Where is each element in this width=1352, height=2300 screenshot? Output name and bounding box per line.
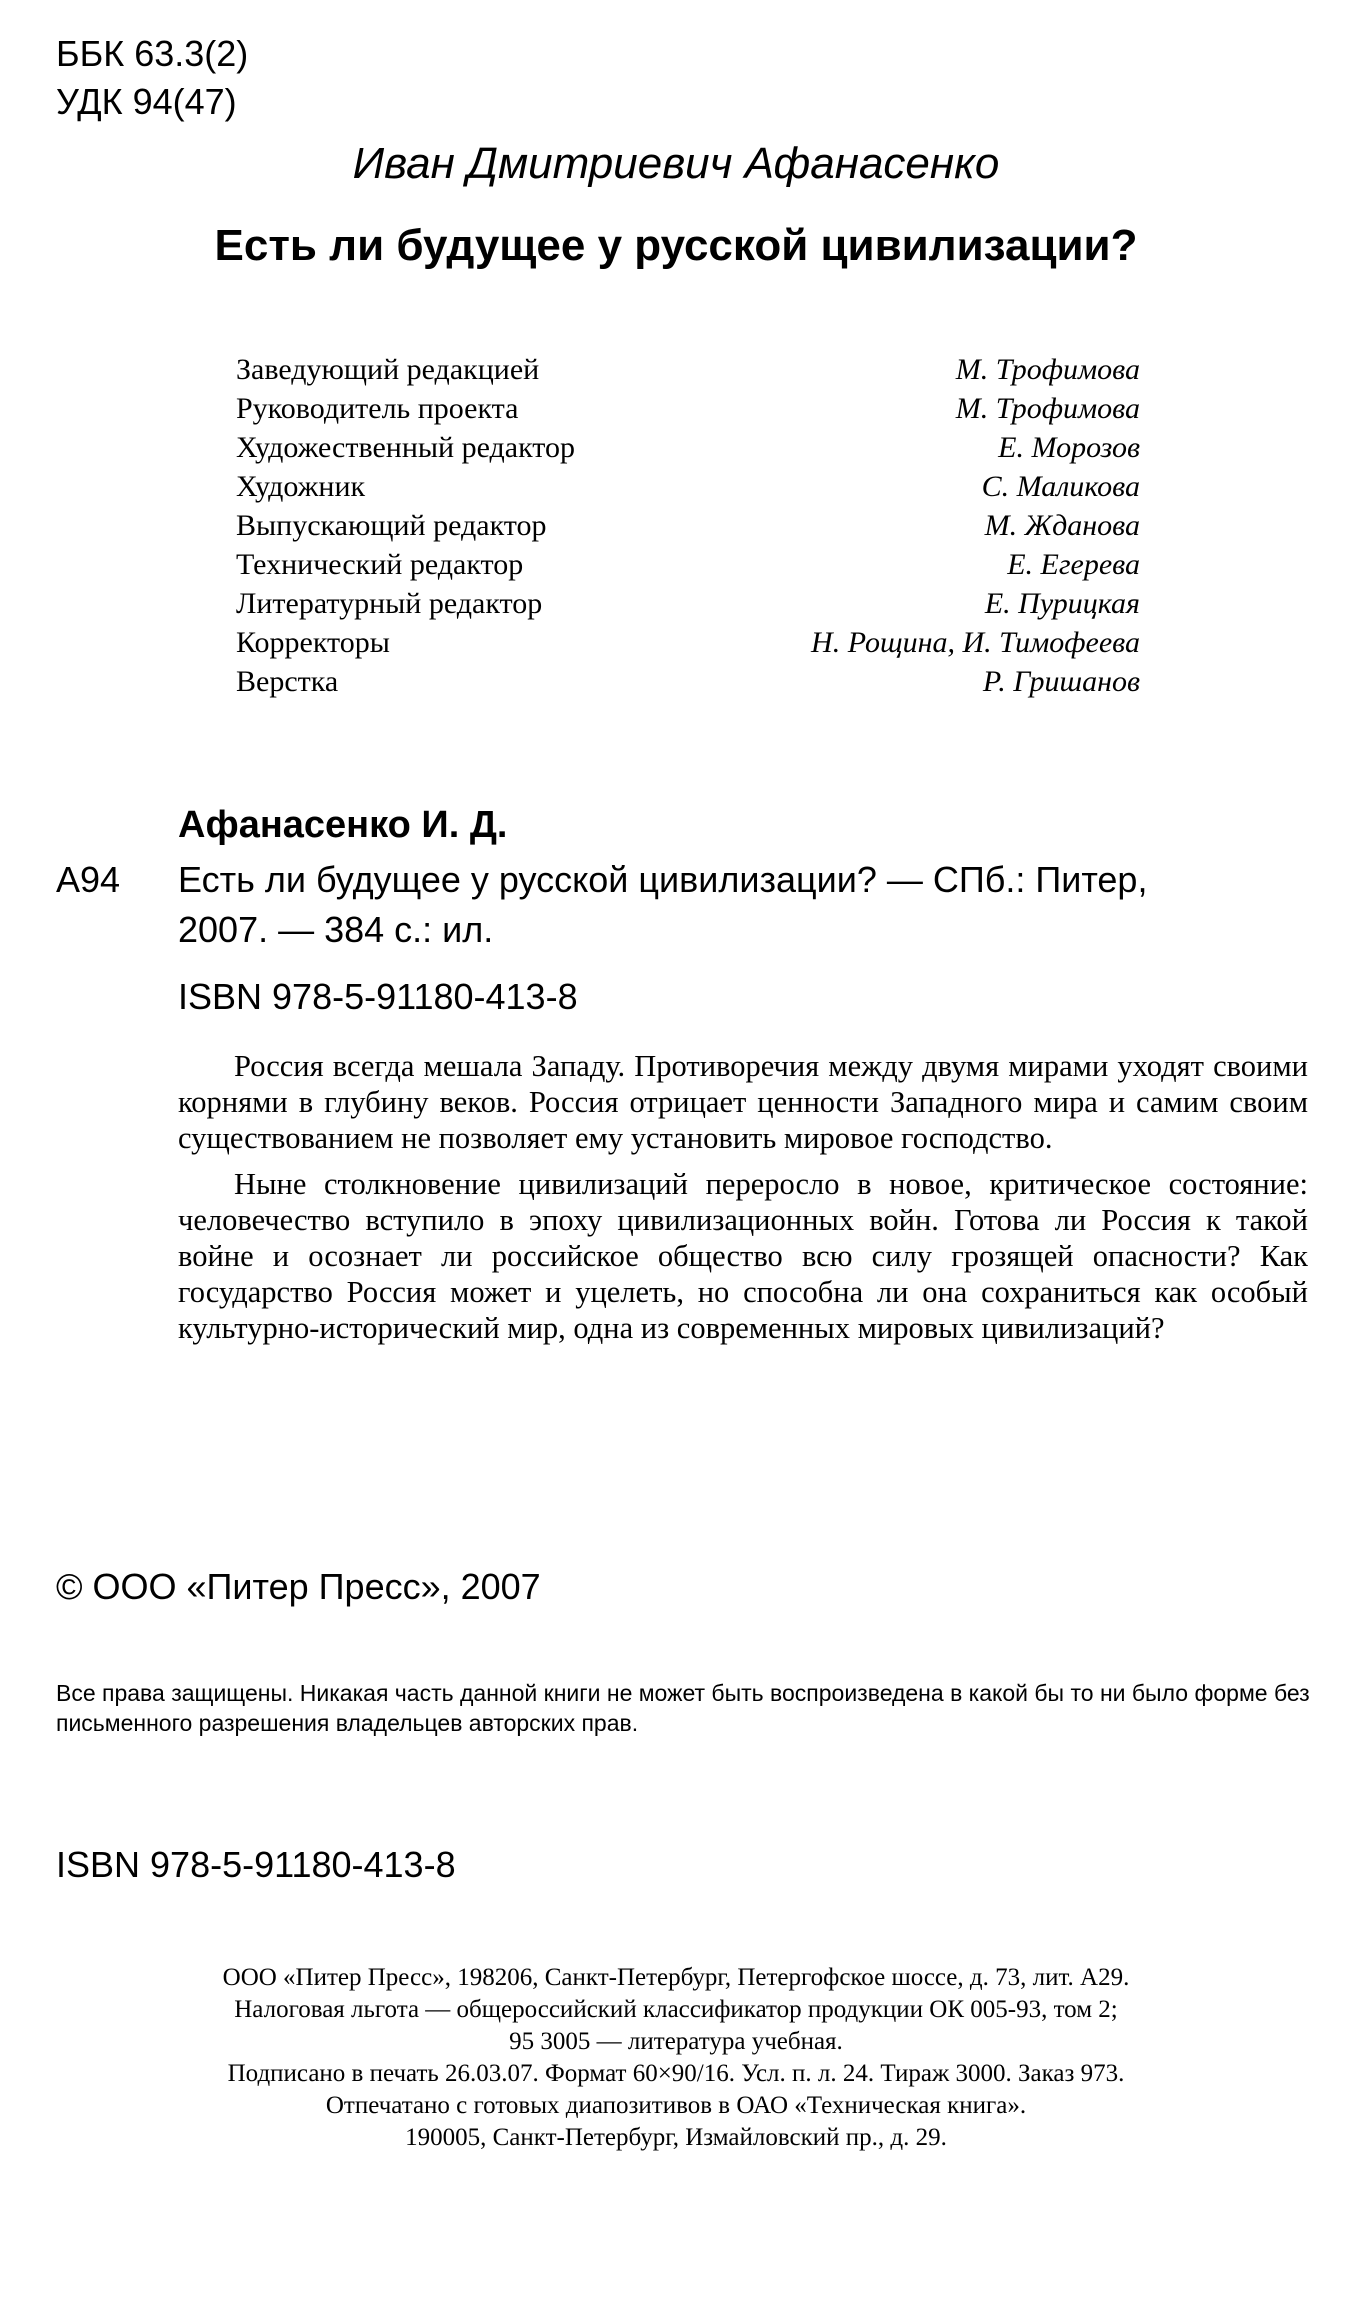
credit-row	[236, 662, 1140, 701]
credit-person: С. Маликова	[981, 470, 1140, 503]
credit-row	[236, 389, 1140, 428]
catalog-code: А94	[56, 859, 121, 900]
credit-role: Художник	[236, 470, 366, 503]
credits-list	[236, 350, 1140, 701]
imprint-line: Подписано в печать 26.03.07. Формат 60×90/16. Усл. п. л. 24. Тираж 3000. Заказ 973.	[227, 2060, 1125, 2087]
credit-person: Е. Егерева	[1007, 548, 1140, 581]
credit-role: Художественный редактор	[236, 431, 575, 464]
annotation-paragraph: Россия всегда мешала Западу. Противоречия между двумя мирами уходят своими корнями в глубину веков. Россия отрицает ценности Западного мира и самим своим существованием не позволяет ему установить мировое господство.	[178, 1049, 1308, 1155]
imprint-line: 190005, Санкт-Петербург, Измайловский пр., д. 29.	[405, 2124, 947, 2151]
imprint-line: ООО «Питер Пресс», 198206, Санкт-Петербург, Петергофское шоссе, д. 73, лит. А29.	[222, 1964, 1130, 1991]
credit-row	[236, 545, 1140, 584]
credit-person: М. Трофимова	[955, 392, 1140, 425]
annotation	[178, 1048, 1308, 1356]
catalog-description	[178, 855, 1228, 955]
credit-person: Н. Рощина, И. Тимофеева	[811, 626, 1140, 659]
author-name: Иван Дмитриевич Афанасенко	[352, 139, 1000, 188]
credit-role: Технический редактор	[236, 548, 524, 581]
credit-role: Выпускающий редактор	[236, 509, 547, 542]
catalog-isbn: ISBN 978-5-91180-413-8	[178, 976, 578, 1017]
credit-row	[236, 428, 1140, 467]
catalog-description-line: Есть ли будущее у русской цивилизации? — СПб.: Питер,	[178, 859, 1148, 900]
credit-row	[236, 467, 1140, 506]
credit-person: М. Жданова	[984, 509, 1140, 542]
imprint-block	[0, 1962, 1352, 2154]
bbk-code: ББК 63.3(2)	[56, 33, 249, 74]
catalog-author: Афанасенко И. Д.	[178, 804, 508, 846]
udk-code: УДК 94(47)	[56, 81, 237, 122]
credit-role: Корректоры	[236, 626, 390, 659]
imprint-line: 95 3005 — литература учебная.	[509, 2028, 843, 2055]
credit-role: Верстка	[236, 665, 339, 698]
book-title: Есть ли будущее у русской цивилизации?	[214, 221, 1138, 270]
credit-row	[236, 506, 1140, 545]
isbn-footer: ISBN 978-5-91180-413-8	[56, 1844, 456, 1885]
annotation-paragraph: Ныне столкновение цивилизаций переросло в новое, критическое состояние: человечество вступило в эпоху цивилизационных войн. Готова ли Россия к такой войне и осознает ли российское общество всю силу грозящей опасности? Как государство Россия может и уцелеть, но способна ли она сохраниться как особый культурно-исторический мир, одна из современных мировых цивилизаций?	[178, 1167, 1308, 1345]
catalog-description-line: 2007. — 384 с.: ил.	[178, 909, 494, 950]
credit-person: Е. Морозов	[998, 431, 1140, 464]
credit-row	[236, 350, 1140, 389]
credit-role: Заведующий редакцией	[236, 353, 540, 386]
rights-notice: Все права защищены. Никакая часть данной книги не может быть воспроизведена в какой бы то ни было форме без письменного разрешения владельцев авторских прав.	[56, 1680, 1310, 1736]
credit-role: Литературный редактор	[236, 587, 543, 620]
imprint-line: Налоговая льгота — общероссийский классификатор продукции ОК 005-93, том 2;	[234, 1996, 1118, 2023]
imprint-line: Отпечатано с готовых диапозитивов в ОАО «Техническая книга».	[325, 2092, 1027, 2119]
credit-person: Е. Пурицкая	[984, 587, 1140, 620]
credit-person: Р. Гришанов	[982, 665, 1140, 698]
credit-role: Руководитель проекта	[236, 392, 519, 425]
credit-person: М. Трофимова	[955, 353, 1140, 386]
copyright-notice: © ООО «Питер Пресс», 2007	[56, 1566, 541, 1607]
credit-row	[236, 584, 1140, 623]
classification-codes	[56, 30, 248, 126]
credit-row	[236, 623, 1140, 662]
